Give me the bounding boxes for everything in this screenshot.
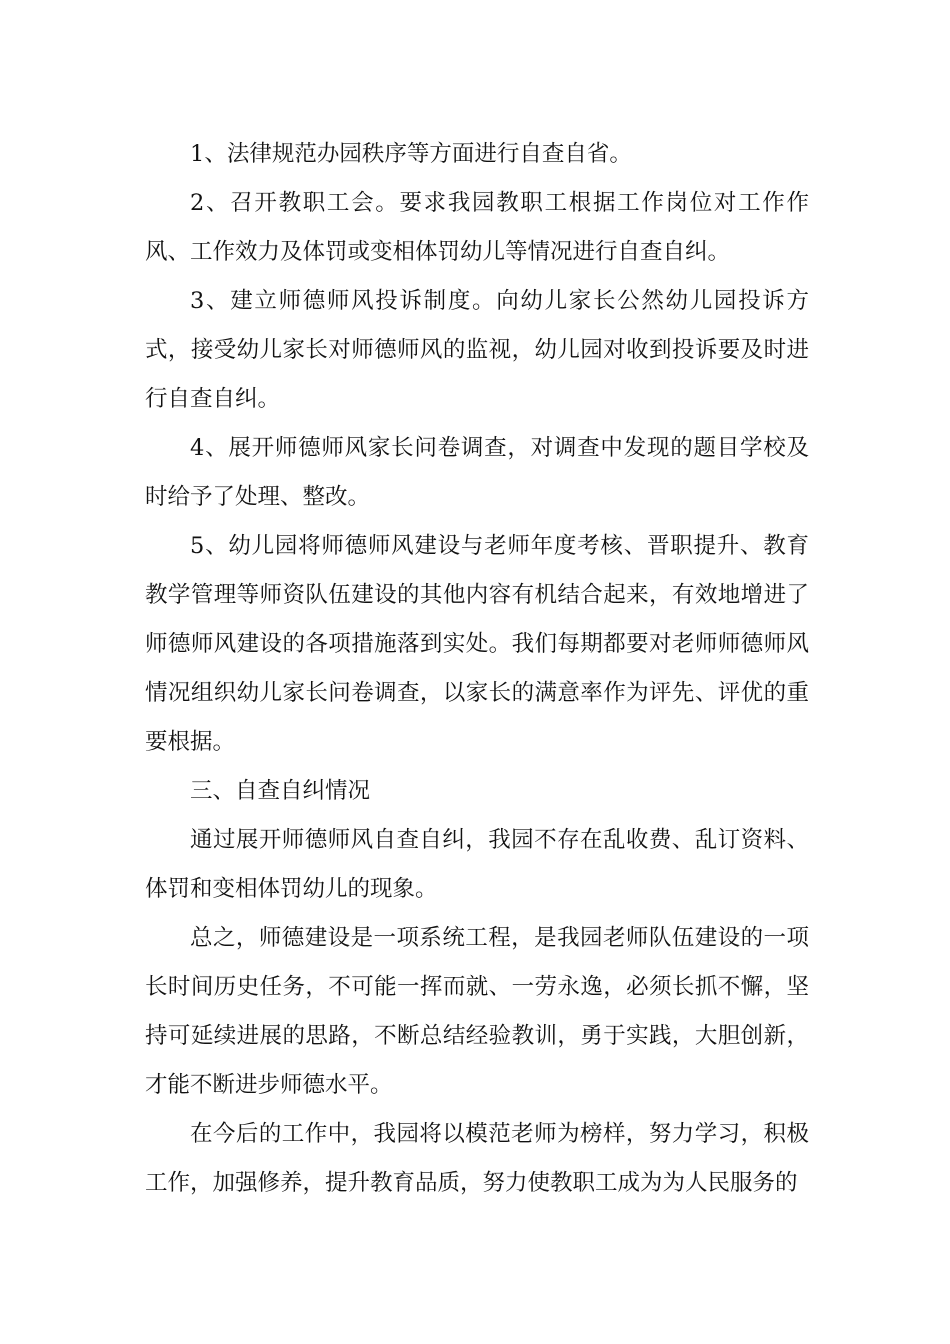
document-body xyxy=(145,130,809,1208)
paragraph-item-1: 1、法律规范办园秩序等方面进行自查自省。 xyxy=(190,141,632,167)
paragraph-summary: 总之，师德建设是一项系统工程，是我园老师队伍建设的一项长时间历史任务，不可能一挥而就、一劳永逸，必须长抓不懈，坚持可延续进展的思路，不断总结经验教训，勇于实践，大胆创新，才能不断进步师德水平。 xyxy=(145,925,809,1098)
paragraph-future-work: 在今后的工作中，我园将以模范老师为榜样，努力学习，积极工作，加强修养，提升教育品质，努力使教职工成为为人民服务的 xyxy=(145,1121,809,1196)
paragraph-item-5: 5、幼儿园将师德师风建设与老师年度考核、晋职提升、教育教学管理等师资队伍建设的其他内容有机结合起来，有效地增进了师德师风建设的各项措施落到实处。我们每期都要对老师师德师风情况组织幼儿家长问卷调查，以家长的满意率作为评先、评优的重要根据。 xyxy=(145,533,809,755)
paragraph-item-3: 3、建立师德师风投诉制度。向幼儿家长公然幼儿园投诉方式，接受幼儿家长对师德师风的监视，幼儿园对收到投诉要及时进行自查自纠。 xyxy=(145,288,809,412)
paragraph-self-check-result: 通过展开师德师风自查自纠，我园不存在乱收费、乱订资料、体罚和变相体罚幼儿的现象。 xyxy=(145,827,809,902)
section-heading-self-check: 三、自查自纠情况 xyxy=(190,778,371,804)
paragraph-item-4: 4、展开师德师风家长问卷调查，对调查中发现的题目学校及时给予了处理、整改。 xyxy=(145,435,809,510)
paragraph-item-2: 2、召开教职工会。要求我园教职工根据工作岗位对工作作风、工作效力及体罚或变相体罚幼儿等情况进行自查自纠。 xyxy=(145,190,809,265)
